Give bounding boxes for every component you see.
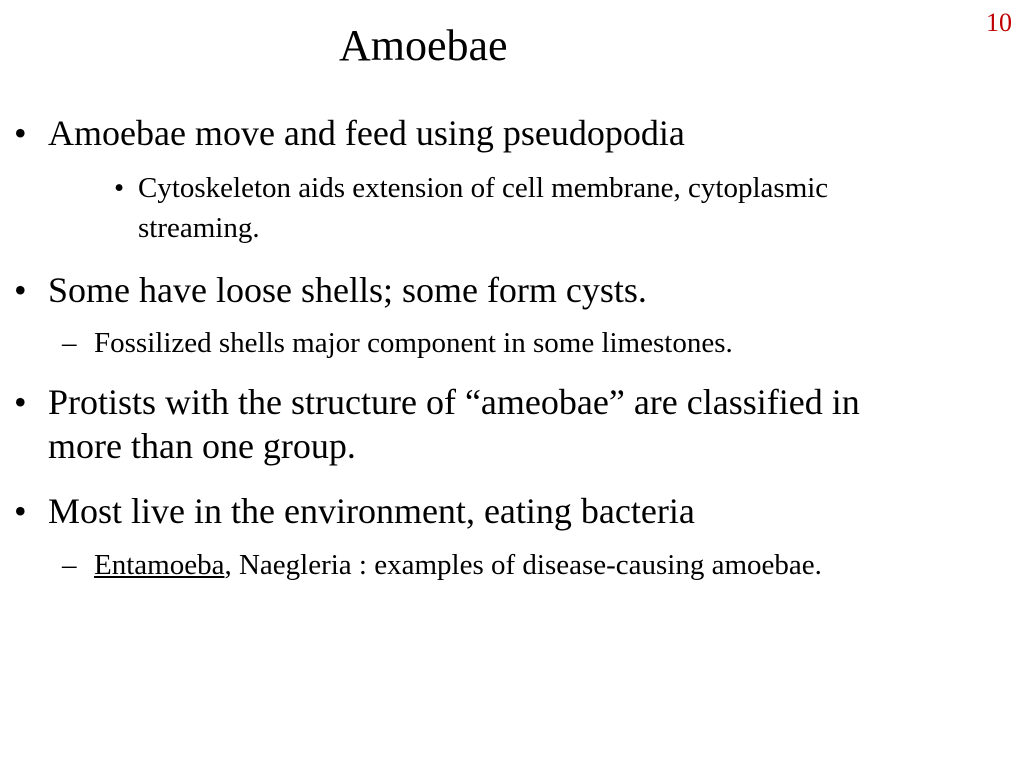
sub-bullet-rest: , Naegleria : examples of disease-causing amoebae. xyxy=(224,549,822,581)
sub-bullet-4-1 xyxy=(62,545,942,585)
bullet-4 xyxy=(14,489,994,533)
bullet-text: Some have loose shells; some form cysts. xyxy=(48,270,647,310)
sub-bullet-2-1 xyxy=(62,323,1012,363)
bullet-3 xyxy=(14,380,884,468)
sub-bullet-marker: – xyxy=(62,549,77,581)
bullet-marker: • xyxy=(14,491,27,531)
sub-bullet-text: Cytoskeleton aids extension of cell membrane, cytoplasmic streaming. xyxy=(138,172,829,244)
slide-number: 10 xyxy=(986,8,1012,37)
bullet-2 xyxy=(14,268,994,312)
sub-bullet-marker: – xyxy=(62,327,77,359)
bullet-text: Most live in the environment, eating bacteria xyxy=(48,491,695,531)
genus-entamoeba: Entamoeba xyxy=(94,549,225,581)
sub-bullet-marker: • xyxy=(114,172,125,204)
bullet-text: Protists with the structure of “ameobae” are classified in more than one group. xyxy=(48,382,860,466)
slide-title: Amoebae xyxy=(339,21,508,70)
sub-bullet-text xyxy=(94,545,942,585)
sub-bullet-1-1 xyxy=(114,168,904,248)
bullet-marker: • xyxy=(14,113,27,153)
sub-bullet-text: Fossilized shells major component in some limestones. xyxy=(94,327,733,359)
bullet-marker: • xyxy=(14,382,27,422)
bullet-1 xyxy=(14,111,994,155)
bullet-marker: • xyxy=(14,270,27,310)
bullet-text: Amoebae move and feed using pseudopodia xyxy=(48,113,685,153)
